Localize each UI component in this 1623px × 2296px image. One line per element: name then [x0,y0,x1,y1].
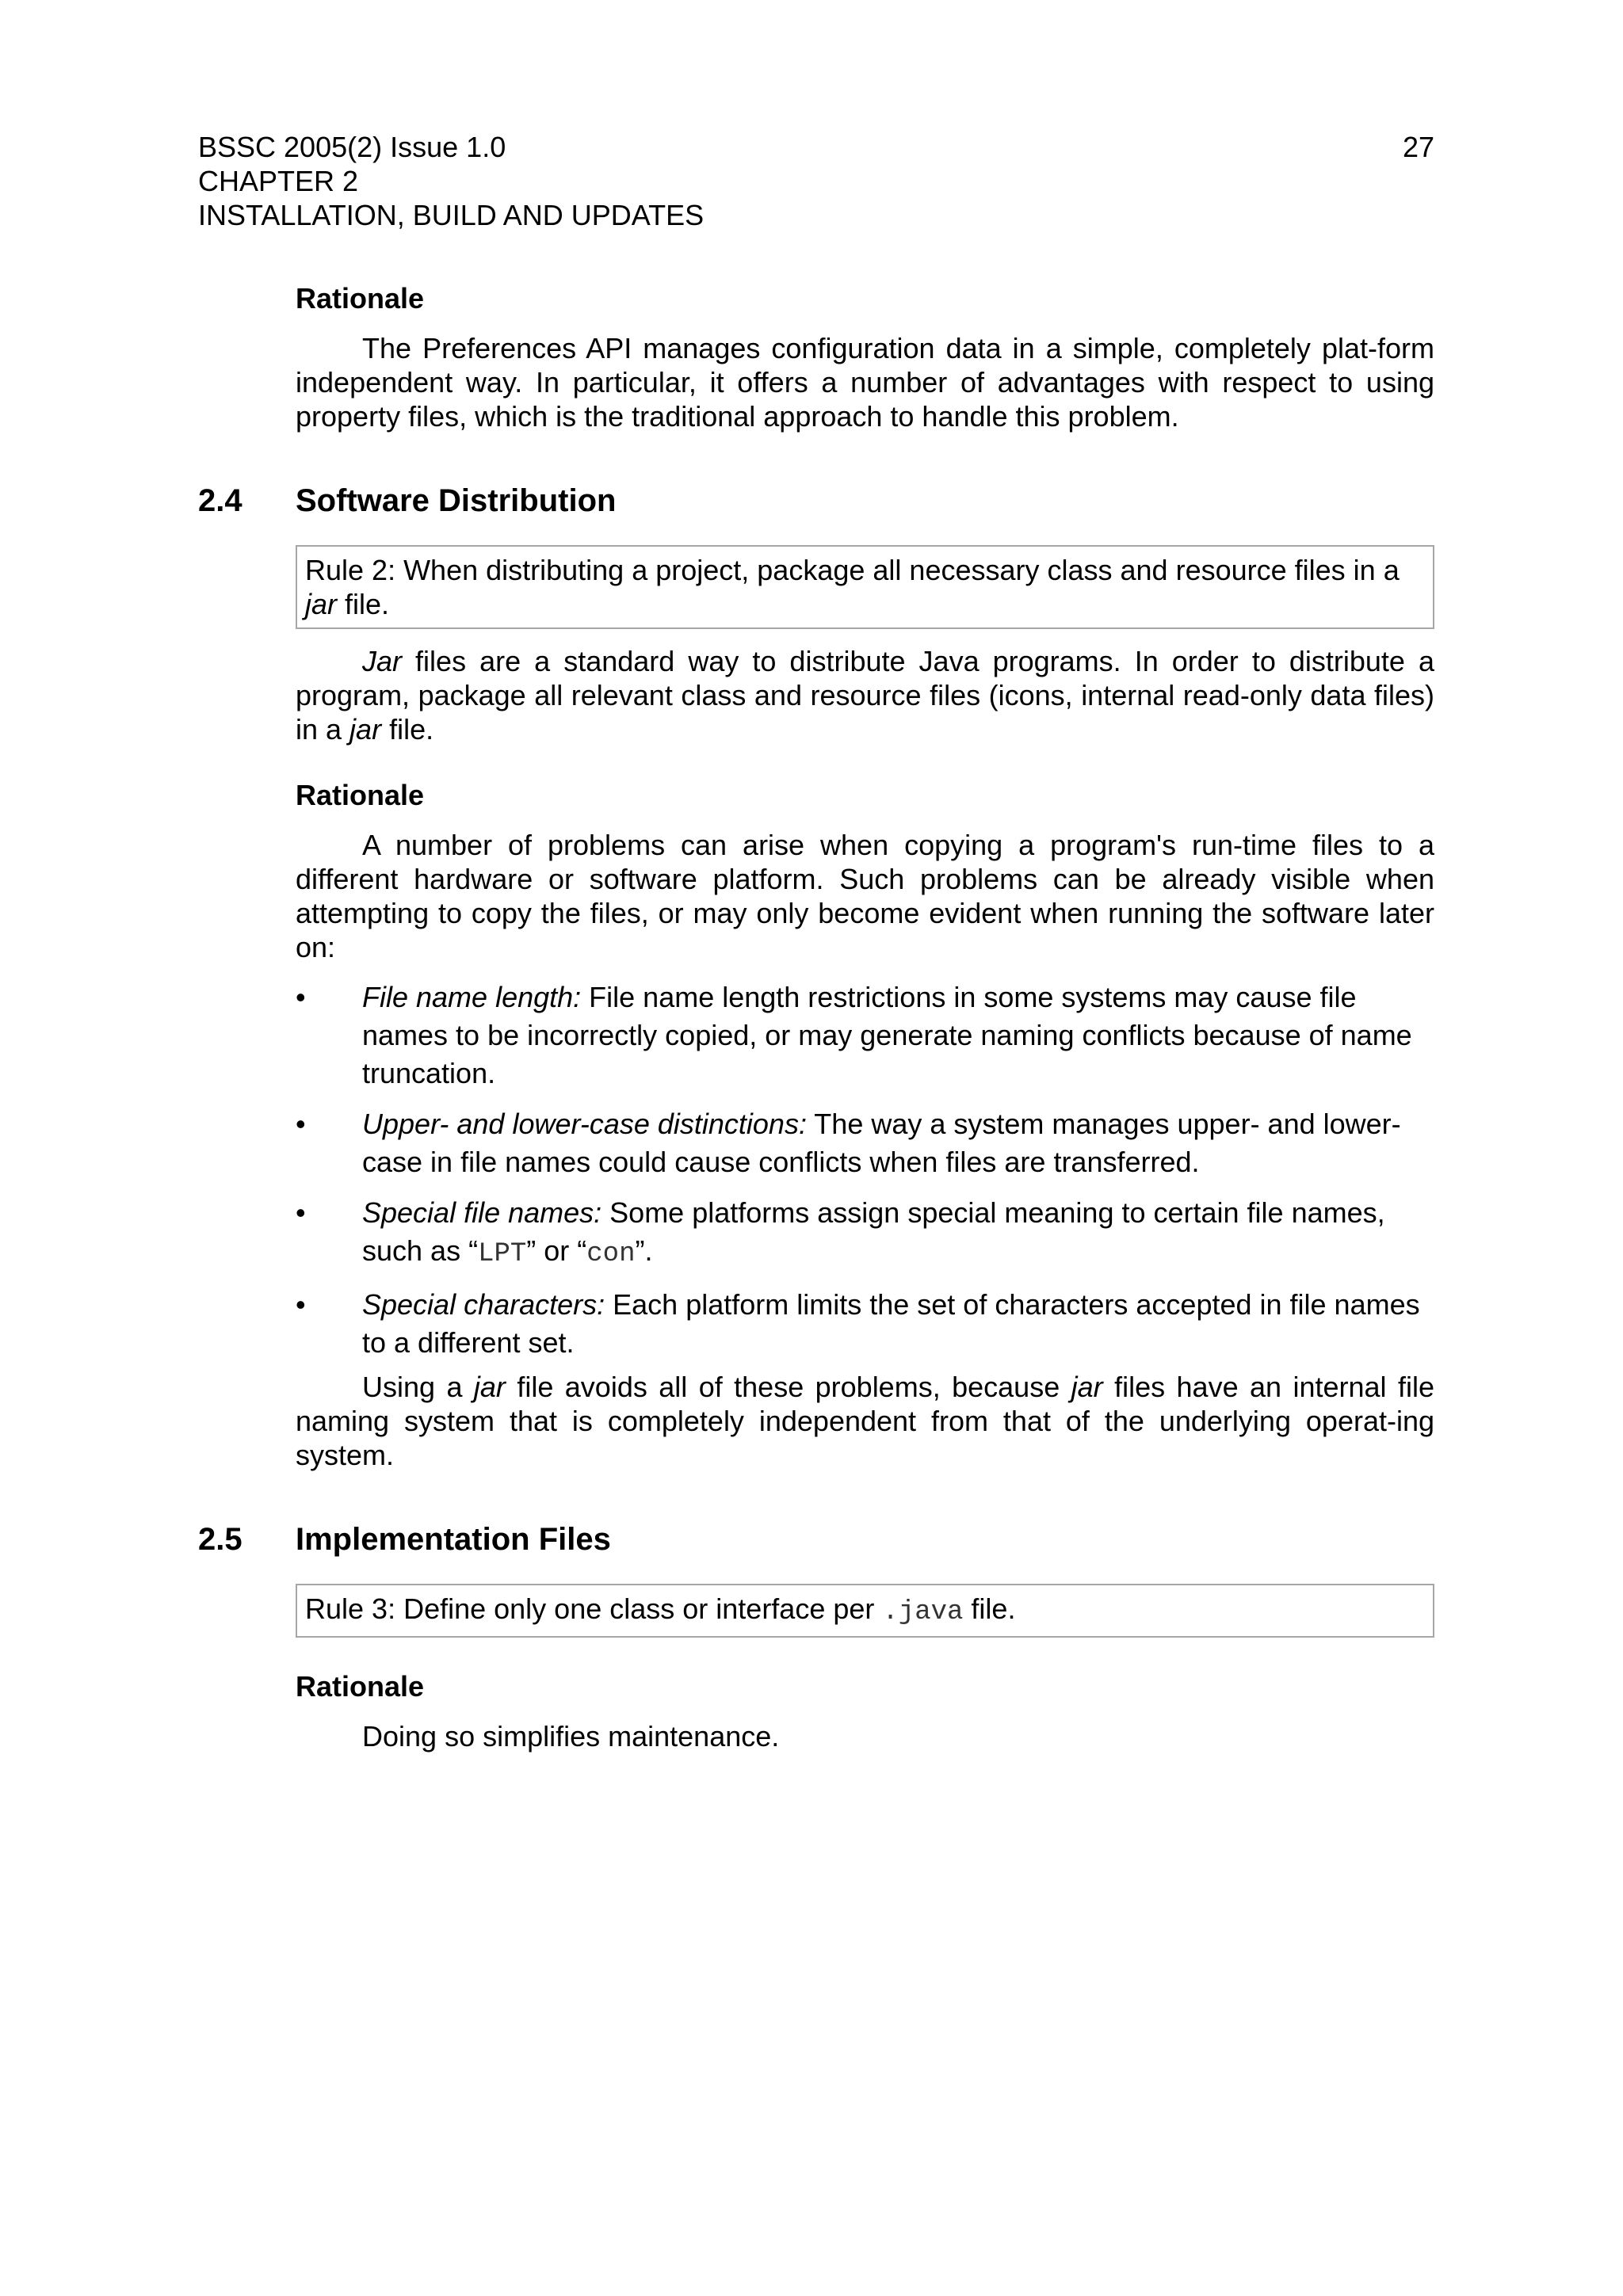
header-chapter: CHAPTER 2 [198,165,359,197]
rationale-label: Rationale [296,779,425,811]
distribution-paragraph: Jar files are a standard way to distribute Java programs. In order to distribute a program, package all relevant class and resource files (icons, internal read-only data files) in a jar file. [296,645,1434,746]
rationale-label: Rationale [296,1670,425,1703]
list-item: • Special file names: Some platforms assign special meaning to certain file names, such as “LPT” or “con”. [296,1194,1434,1273]
header-doc-id: BSSC 2005(2) Issue 1.0 [198,131,506,163]
list-item: • File name length: File name length restrictions in some systems may cause file names to be incorrectly copied, or may generate naming conflicts because of name truncation. [296,978,1434,1093]
code-text: LPT [478,1239,527,1269]
bullet-icon: • [296,981,306,1013]
closing-paragraph: Using a jar file avoids all of these problems, because jar files have an internal file naming system that is completely independent from that of the underlying operat-ing system. [296,1371,1434,1471]
section-number: 2.4 [198,483,242,518]
page-header [198,130,1434,232]
code-text: .java [882,1597,964,1627]
list-item: • Upper- and lower-case distinctions: The way a system manages upper- and lower-case in file names could cause conflicts when files are transferred. [296,1105,1434,1181]
section-number: 2.5 [198,1522,242,1557]
rule-box-2: Rule 2: When distributing a project, package all necessary class and resource files in a jar file. [296,545,1434,629]
code-text: con [586,1239,636,1269]
bullet-icon: • [296,1196,306,1229]
section-heading-2-5 [198,1520,1434,1558]
page-content [198,281,1434,1753]
section-title: Software Distribution [296,483,617,518]
header-chapter-title: INSTALLATION, BUILD AND UPDATES [198,199,705,231]
rationale-paragraph: The Preferences API manages configuration data in a simple, completely plat-form independent way. In particular, it offers a number of advantages with respect to using property files, which is the traditional approach to handle this problem. [296,332,1434,433]
rule-box-3: Rule 3: Define only one class or interface per .java file. [296,1584,1434,1638]
bullet-icon: • [296,1108,306,1140]
bullet-icon: • [296,1288,306,1321]
section-title: Implementation Files [296,1522,611,1557]
list-item: • Special characters: Each platform limits the set of characters accepted in file names to a different set. [296,1286,1434,1362]
rationale-paragraph: A number of problems can arise when copying a program's run-time files to a different hardware or software platform. Such problems can be already visible when attempting to copy the files, or may only become evident when running the software later on: [296,829,1434,963]
rationale-label: Rationale [296,282,425,315]
page-number: 27 [1402,131,1434,163]
section-heading-2-4 [198,482,1434,520]
problem-list [296,978,1434,1362]
rationale-paragraph: Doing so simplifies maintenance. [362,1720,780,1753]
